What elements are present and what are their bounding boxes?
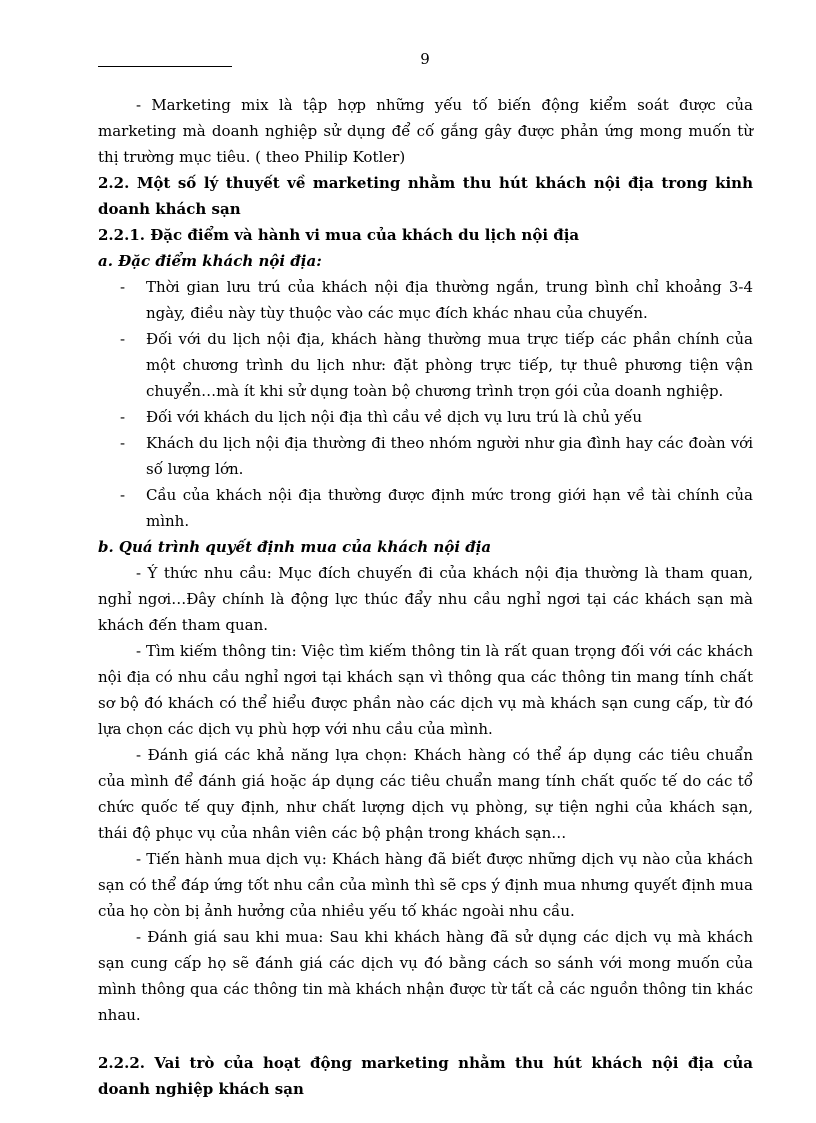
subsection-heading-b: b. Quá trình quyết định mua của khách nội địa — [98, 538, 492, 556]
section-heading-2-2: 2.2. Một số lý thuyết về marketing nhằm thu hút khách nội địa trong kinh doanh khách sạn — [98, 174, 753, 218]
intro-paragraph: - Marketing mix là tập hợp những yếu tố biến động kiểm soát được của marketing mà doanh nghiệp sử dụng để cố gắng gây được phản ứng mong muốn từ thị trường mục tiêu. ( theo Philip Kotler) — [98, 96, 753, 166]
body-paragraph: - Tìm kiếm thông tin: Việc tìm kiếm thông tin là rất quan trọng đối với các khách nội địa có nhu cầu nghỉ ngơi tại khách sạn vì thông qua các thông tin mang tính chất sơ bộ đó khách có thể hiểu được phần nào các dịch vụ mà khách sạn cung cấp, từ đó lựa chọn các dịch vụ phù hợp với nhu cầu của mình. — [98, 642, 753, 738]
body-paragraph: - Đánh giá sau khi mua: Sau khi khách hàng đã sử dụng các dịch vụ mà khách sạn cung cấp họ sẽ đánh giá các dịch vụ đó bằng cách so sánh với mong muốn của mình thông qua các thông tin mà khách nhận được từ tất cả các nguồn thông tin khác nhau. — [98, 928, 753, 1024]
section-heading-2-2-1: 2.2.1. Đặc điểm và hành vi mua của khách du lịch nội địa — [98, 226, 580, 244]
list-item: - Đối với du lịch nội địa, khách hàng thường mua trực tiếp các phần chính của một chương trình du lịch như: đặt phòng trực tiếp, tự thuê phương tiện vận chuyển…mà ít khi sử dụng toàn bộ chương trình trọn gói của doanh nghiệp. — [146, 326, 753, 404]
body-paragraph: - Tiến hành mua dịch vụ: Khách hàng đã biết được những dịch vụ nào của khách sạn có thể đáp ứng tốt nhu cần của mình thì sẽ cps ý định mua nhưng quyết định mua của họ còn bị ảnh hưởng của nhiều yếu tố khác ngoài nhu cầu. — [98, 850, 753, 920]
spacer — [98, 1028, 753, 1050]
section-heading-2-2-2: 2.2.2. Vai trò của hoạt động marketing nhằm thu hút khách nội địa của doanh nghiệp khách sạn — [98, 1054, 753, 1098]
body-paragraph: - Ý thức nhu cầu: Mục đích chuyến đi của khách nội địa thường là tham quan, nghỉ ngơi…Đây chính là động lực thúc đẩy nhu cầu nghỉ ngơi tại các khách sạn mà khách đến tham quan. — [98, 564, 753, 634]
document-body — [98, 92, 753, 1102]
list-item: - Khách du lịch nội địa thường đi theo nhóm người như gia đình hay các đoàn với số lượng lớn. — [146, 430, 753, 482]
page-number: 9 — [420, 50, 430, 68]
list-item: - Thời gian lưu trú của khách nội địa thường ngắn, trung bình chỉ khoảng 3-4 ngày, điều này tùy thuộc vào các mục đích khác nhau của chuyến. — [146, 274, 753, 326]
body-paragraph: - Đánh giá các khả năng lựa chọn: Khách hàng có thể áp dụng các tiêu chuẩn của mình để đánh giá hoặc áp dụng các tiêu chuẩn mang tính chất quốc tế do các tổ chức quốc tế quy định, như chất lượng dịch vụ phòng, sự tiện nghi của khách sạn, thái độ phục vụ của nhân viên các bộ phận trong khách sạn… — [98, 746, 753, 842]
list-item: - Cầu của khách nội địa thường được định mức trong giới hạn về tài chính của mình. — [146, 482, 753, 534]
list-item: - Đối với khách du lịch nội địa thì cầu về dịch vụ lưu trú là chủ yếu — [146, 404, 753, 430]
subsection-heading-a: a. Đặc điểm khách nội địa: — [98, 252, 322, 270]
characteristics-list — [98, 274, 753, 534]
